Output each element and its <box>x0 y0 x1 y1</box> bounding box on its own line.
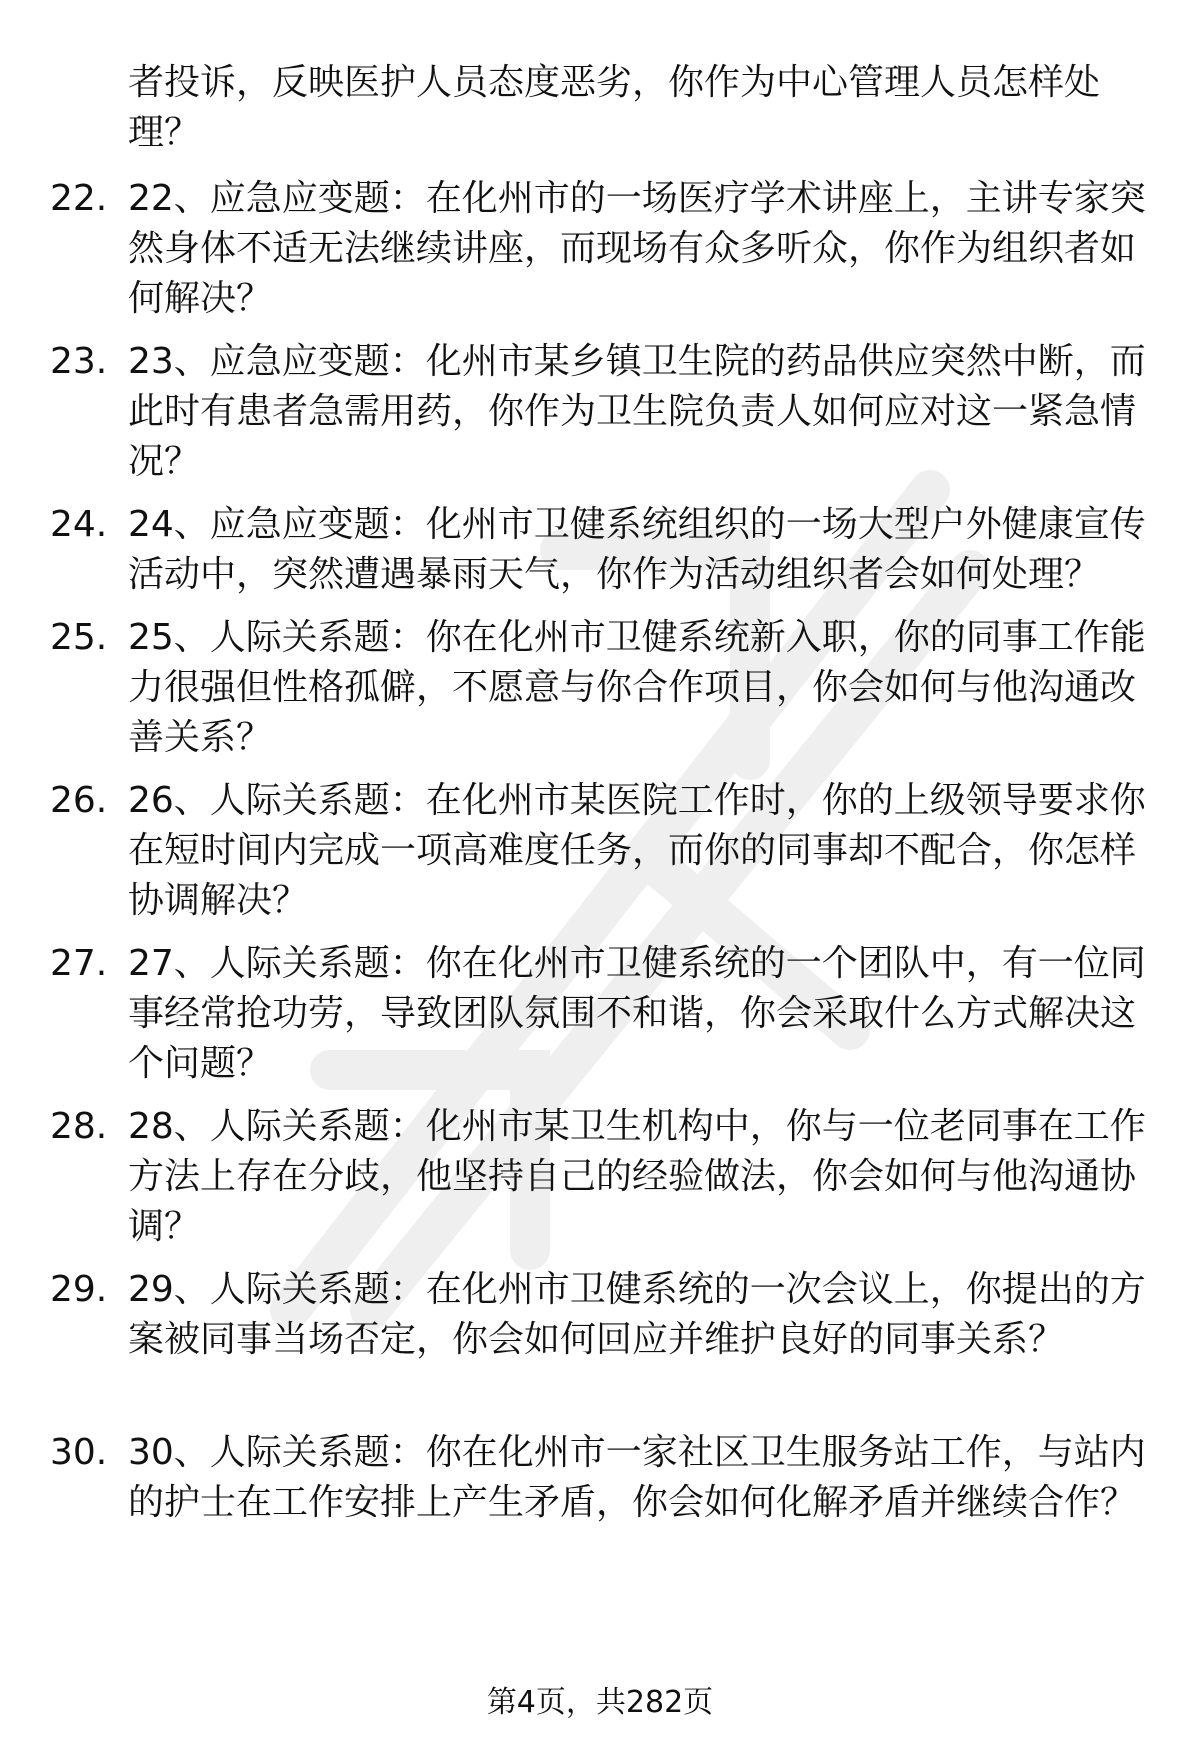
question-text: 29、人际关系题：在化州市卫健系统的一次会议上，你提出的方案被同事当场否定，你会如何回应并维护良好的同事关系？ <box>128 1269 1146 1360</box>
question-number: 29. <box>50 1269 108 1310</box>
question-number: 22. <box>50 178 108 219</box>
question-number: 26. <box>50 780 108 821</box>
question-text: 23、应急应变题：化州市某乡镇卫生院的药品供应突然中断，而此时有患者急需用药，你作为卫生院负责人如何应对这一紧急情况？ <box>128 341 1146 482</box>
question-number: 23. <box>50 341 108 382</box>
question-text: 30、人际关系题：你在化州市一家社区卫生服务站工作，与站内的护士在工作安排上产生矛盾，你会如何化解矛盾并继续合作？ <box>128 1432 1146 1523</box>
question-number: 30. <box>50 1432 108 1473</box>
page-footer: 第4页，共282页 <box>486 1685 714 1720</box>
question-number: 25. <box>50 617 108 658</box>
question-text: 28、人际关系题：化州市某卫生机构中，你与一位老同事在工作方法上存在分歧，他坚持自己的经验做法，你会如何与他沟通协调？ <box>128 1106 1146 1247</box>
question-text: 26、人际关系题：在化州市某医院工作时，你的上级领导要求你在短时间内完成一项高难度任务，而你的同事却不配合，你怎样协调解决？ <box>128 780 1146 921</box>
question-text: 27、人际关系题：你在化州市卫健系统的一个团队中，有一位同事经常抢功劳，导致团队氛围不和谐，你会采取什么方式解决这个问题？ <box>128 943 1146 1084</box>
question-number: 28. <box>50 1106 108 1147</box>
question-number: 27. <box>50 943 108 984</box>
continued-question-text: 者投诉，反映医护人员态度恶劣，你作为中心管理人员怎样处理？ <box>128 62 1101 153</box>
question-text: 24、应急应变题：化州市卫健系统组织的一场大型户外健康宣传活动中，突然遭遇暴雨天气，你作为活动组织者会如何处理？ <box>128 504 1146 595</box>
question-text: 25、人际关系题：你在化州市卫健系统新入职，你的同事工作能力很强但性格孤僻，不愿意与你合作项目，你会如何与他沟通改善关系？ <box>128 617 1146 758</box>
question-text: 22、应急应变题：在化州市的一场医疗学术讲座上，主讲专家突然身体不适无法继续讲座，而现场有众多听众，你作为组织者如何解决？ <box>128 178 1146 319</box>
question-number: 24. <box>50 504 108 545</box>
